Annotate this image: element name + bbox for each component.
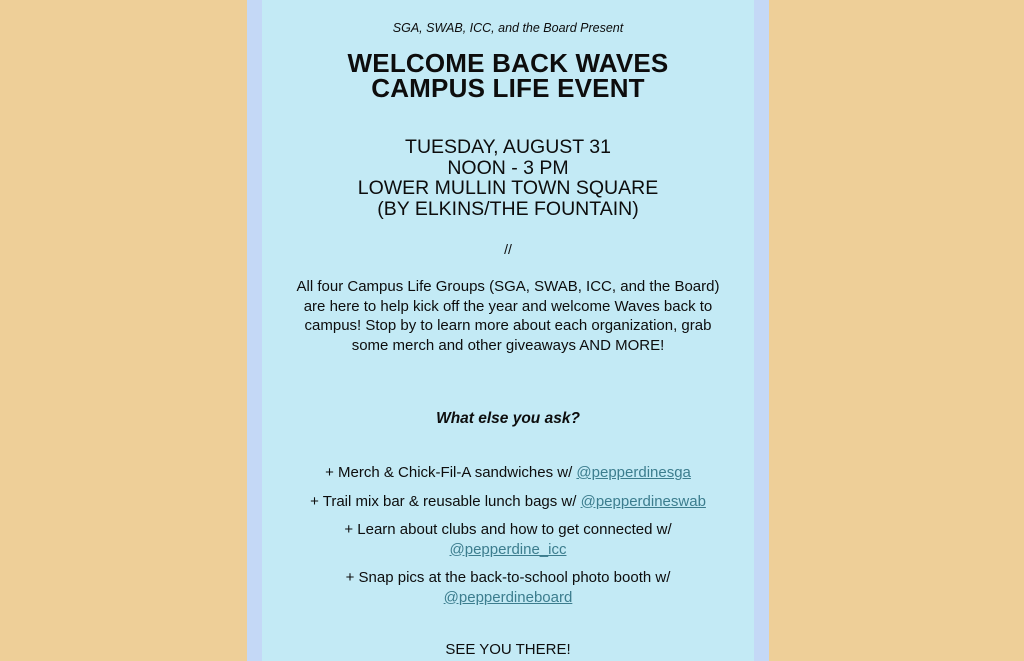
instagram-handle-link[interactable]: @pepperdineswab xyxy=(580,492,706,510)
list-item xyxy=(262,492,754,512)
event-date: TUESDAY, AUGUST 31 xyxy=(405,136,611,158)
list-item-text: + Learn about clubs and how to get connected w/ xyxy=(344,521,672,538)
event-title xyxy=(262,48,754,103)
event-details xyxy=(262,137,754,219)
event-title-line-2: CAMPUS LIFE EVENT xyxy=(371,73,645,103)
activity-list xyxy=(262,463,754,616)
event-location-note: (BY ELKINS/THE FOUNTAIN) xyxy=(377,197,639,220)
list-item-text: + Trail mix bar & reusable lunch bags w/ xyxy=(310,492,581,510)
presenter-line: SGA, SWAB, ICC, and the Board Present xyxy=(392,21,624,35)
event-title-line-1: WELCOME BACK WAVES xyxy=(347,48,669,78)
instagram-handle-link[interactable]: @pepperdine_icc xyxy=(449,540,567,558)
instagram-handle-link[interactable]: @pepperdineboard xyxy=(443,588,573,606)
list-item-text: + Snap pics at the back-to-school photo booth w/ xyxy=(345,569,671,586)
list-item-text: + Merch & Chick-Fil-A sandwiches w/ xyxy=(325,464,577,481)
list-item xyxy=(262,463,754,483)
list-item xyxy=(262,520,754,559)
event-location: LOWER MULLIN TOWN SQUARE xyxy=(357,177,659,199)
instagram-handle-link[interactable]: @pepperdinesga xyxy=(576,464,691,481)
event-description: All four Campus Life Groups (SGA, SWAB, ICC, and the Board) are here to help kick off the year and welcome Waves back to campus! Stop by to learn more about each organization, grab some merch and other giveaways AND MORE! xyxy=(296,278,720,354)
question-heading: What else you ask? xyxy=(436,410,580,427)
flyer-card xyxy=(262,0,754,661)
closing-line: SEE YOU THERE! xyxy=(445,641,571,658)
list-item xyxy=(262,568,754,607)
event-time: NOON - 3 PM xyxy=(447,156,569,179)
section-divider: // xyxy=(504,241,512,257)
